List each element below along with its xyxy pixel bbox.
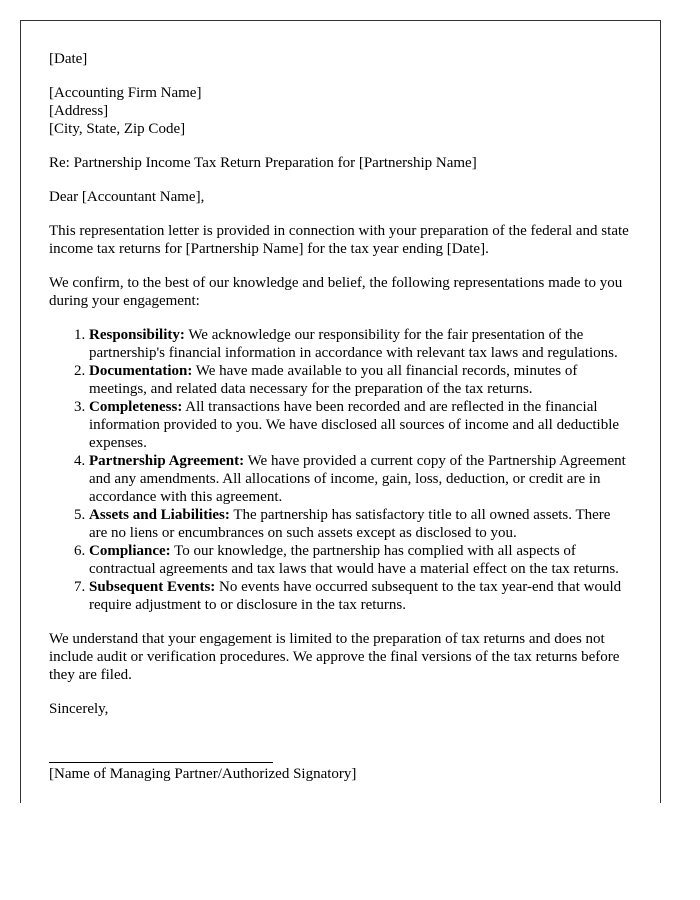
list-item (89, 362, 632, 398)
item-text: All transactions have been recorded and are reflected in the financial information provided to you. We have disclosed all sources of income and all deductible expenses. (89, 399, 620, 451)
intro-paragraph: This representation letter is provided in connection with your preparation of the federal and state income tax returns for [Partnership Name] for the tax year ending [Date]. (49, 223, 629, 257)
list-item (89, 578, 632, 614)
item-text: No events have occurred subsequent to the tax year-end that would require adjustment to or disclosure in the tax returns. (89, 579, 622, 613)
closing-paragraph: We understand that your engagement is limited to the preparation of tax returns and does not include audit or verification procedures. We approve the final versions of the tax returns before they are filed. (49, 631, 620, 683)
signatory-name: [Name of Managing Partner/Authorized Signatory] (49, 766, 357, 782)
subject-line: Re: Partnership Income Tax Return Preparation for [Partnership Name] (49, 155, 477, 171)
representations-list (49, 326, 632, 614)
list-item (89, 452, 632, 506)
list-item (89, 542, 632, 578)
salutation: Dear [Accountant Name], (49, 189, 205, 205)
letter-page (20, 20, 661, 803)
item-title: Partnership Agreement: (89, 453, 245, 469)
confirm-paragraph: We confirm, to the best of our knowledge and belief, the following representations made to you during your engagement: (49, 275, 623, 309)
item-text: To our knowledge, the partnership has complied with all aspects of contractual agreements and tax laws that would have a material effect on the tax returns. (89, 543, 619, 577)
item-text: The partnership has satisfactory title to all owned assets. There are no liens or encumbrances on such assets except as disclosed to you. (89, 507, 611, 541)
recipient-address (49, 84, 632, 138)
recipient-street: [Address] (49, 103, 109, 119)
item-title: Completeness: (89, 399, 183, 415)
item-title: Compliance: (89, 543, 171, 559)
list-item (89, 398, 632, 452)
letter-date: [Date] (49, 51, 88, 67)
signoff: Sincerely, (49, 701, 109, 717)
item-title: Responsibility: (89, 327, 185, 343)
recipient-firm: [Accounting Firm Name] (49, 85, 202, 101)
list-item (89, 506, 632, 542)
recipient-city: [City, State, Zip Code] (49, 121, 186, 137)
signature-line (49, 734, 273, 763)
list-item (89, 326, 632, 362)
item-text: We acknowledge our responsibility for the fair presentation of the partnership's financial information in accordance with relevant tax laws and regulations. (89, 327, 618, 361)
item-title: Assets and Liabilities: (89, 507, 230, 523)
item-title: Subsequent Events: (89, 579, 216, 595)
item-text: We have made available to you all financial records, minutes of meetings, and related data necessary for the preparation of the tax returns. (89, 363, 578, 397)
item-title: Documentation: (89, 363, 193, 379)
item-text: We have provided a current copy of the Partnership Agreement and any amendments. All allocations of income, gain, loss, deduction, or credit are in accordance with this agreement. (89, 453, 626, 505)
